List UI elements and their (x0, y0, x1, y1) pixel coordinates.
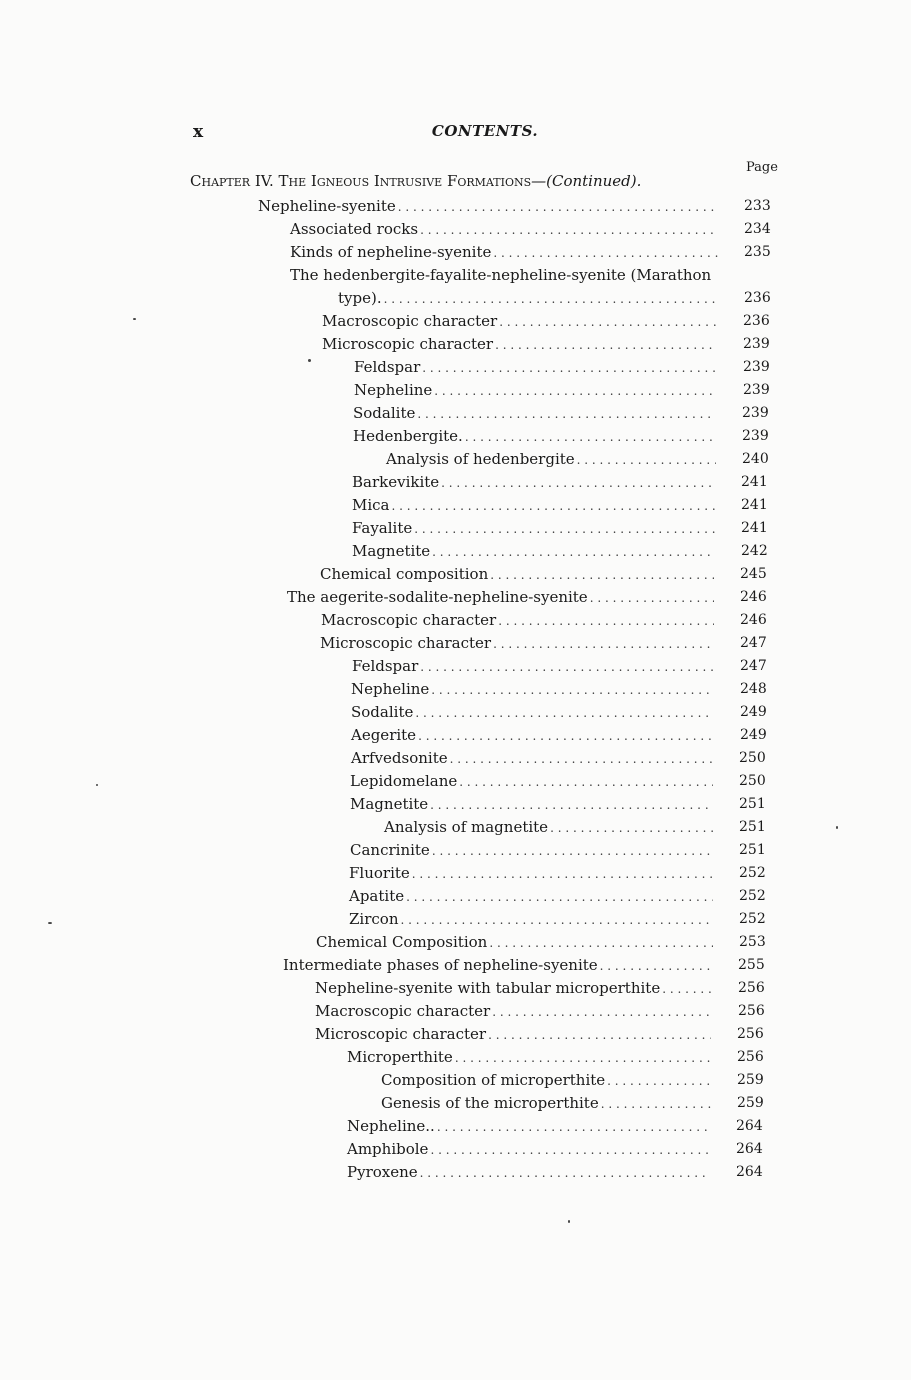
dot-leader (450, 748, 713, 770)
toc-entry[interactable] (283, 954, 716, 976)
toc-entry[interactable] (315, 1023, 715, 1045)
dot-leader (414, 518, 715, 540)
toc-entry[interactable] (353, 425, 720, 447)
running-head: CONTENTS. (431, 122, 539, 140)
toc-entry-title: Microscopic character (320, 634, 492, 652)
toc-entry-title: Magnetite (350, 795, 429, 813)
dot-leader (490, 564, 714, 586)
toc-entry-title: The aegerite-sodalite-nepheline-syenite (287, 588, 588, 606)
dot-leader (392, 495, 716, 517)
dot-leader (432, 541, 715, 563)
toc-entry-page: 236 (744, 290, 771, 306)
toc-entry[interactable] (347, 1161, 714, 1183)
toc-entry-page: 239 (743, 336, 770, 352)
toc-entry[interactable] (352, 494, 719, 516)
toc-entry-page: 264 (736, 1118, 763, 1134)
toc-entry[interactable] (315, 1000, 716, 1022)
toc-entry-page: 256 (738, 1003, 765, 1019)
toc-entry-page: 249 (740, 704, 767, 720)
toc-entry-page: 250 (739, 773, 766, 789)
toc-entry-page: 256 (737, 1049, 764, 1065)
toc-entry-page: 233 (744, 198, 771, 214)
toc-entry-page: 251 (739, 819, 766, 835)
toc-entry[interactable] (320, 563, 718, 585)
toc-entry[interactable] (350, 793, 717, 815)
toc-entry[interactable] (258, 195, 722, 217)
dot-leader (434, 380, 717, 402)
scan-speck (836, 826, 838, 829)
toc-entry-title: Microscopic character (322, 335, 494, 353)
toc-entry[interactable] (350, 770, 717, 792)
dot-leader (417, 403, 716, 425)
toc-entry-title: Chemical Composition (316, 933, 488, 951)
dot-leader (415, 702, 714, 724)
toc-entry-page: 242 (741, 543, 768, 559)
toc-entry-page: 252 (739, 865, 766, 881)
toc-entry-page: 239 (742, 428, 769, 444)
dot-leader (493, 242, 718, 264)
toc-entry-page: 239 (743, 382, 770, 398)
toc-entry-title: Nepheline.. (347, 1117, 435, 1135)
toc-entry-title: Analysis of magnetite (384, 818, 549, 836)
toc-entry[interactable] (352, 471, 719, 493)
dot-leader (489, 932, 713, 954)
toc-entry-title: Arfvedsonite (351, 749, 448, 767)
dot-leader (600, 955, 712, 977)
dot-leader (406, 886, 713, 908)
dot-leader (398, 196, 718, 218)
dot-leader (601, 1093, 711, 1115)
toc-entry-page: 252 (739, 888, 766, 904)
toc-entry-page: 251 (739, 842, 766, 858)
toc-entry[interactable] (290, 241, 722, 263)
toc-entry-title: Lepidomelane (350, 772, 458, 790)
chapter-suffix: —(Continued). (531, 172, 642, 190)
toc-entry-page: 253 (739, 934, 766, 950)
toc-entry[interactable] (315, 977, 716, 999)
toc-entry-page: 248 (740, 681, 767, 697)
toc-entry-title: Genesis of the microperthite (381, 1094, 599, 1112)
toc-entry-page: 250 (739, 750, 766, 766)
toc-entry-page: 249 (740, 727, 767, 743)
toc-entry-title: Microscopic character (315, 1025, 487, 1043)
scan-speck (568, 1220, 570, 1223)
dot-leader (607, 1070, 711, 1092)
toc-entry-title: Macroscopic character (315, 1002, 491, 1020)
toc-entry[interactable] (381, 1069, 715, 1091)
toc-entry-page: 247 (740, 635, 767, 651)
toc-entry[interactable] (351, 747, 717, 769)
toc-entry-title: Fluorite (349, 864, 410, 882)
toc-entry-title: Sodalite (351, 703, 414, 721)
chapter-title: The Igneous Intrusive Formations (278, 172, 532, 190)
toc-entry[interactable] (347, 1046, 715, 1068)
toc-entry[interactable] (322, 310, 721, 332)
toc-entry-title: Nepheline-syenite with tabular microperthite (315, 979, 661, 997)
dot-leader (465, 426, 716, 448)
toc-entry-page: 241 (741, 520, 768, 536)
dot-leader (400, 909, 713, 931)
toc-entry-title: Nepheline-syenite (258, 197, 396, 215)
toc-entry[interactable] (349, 908, 717, 930)
toc-entry[interactable] (322, 333, 721, 355)
toc-entry-title: Mica (352, 496, 390, 514)
toc-entry-page: 264 (736, 1141, 763, 1157)
dot-leader (459, 771, 713, 793)
scan-speck (48, 922, 52, 924)
dot-leader (499, 311, 717, 333)
toc-entry-title: Sodalite (353, 404, 416, 422)
dot-leader (495, 334, 717, 356)
toc-entry-title: Cancrinite (350, 841, 430, 859)
dot-leader (493, 633, 714, 655)
toc-entry-page: 246 (740, 612, 767, 628)
toc-entry[interactable] (386, 448, 720, 470)
toc-entry-page: 264 (736, 1164, 763, 1180)
toc-entry-page: 259 (737, 1095, 764, 1111)
toc-entry-page: 259 (737, 1072, 764, 1088)
dot-leader (420, 219, 718, 241)
toc-entry-page: 239 (743, 359, 770, 375)
toc-entry[interactable] (352, 655, 718, 677)
dot-leader (441, 472, 715, 494)
toc-entry-page: 234 (744, 221, 771, 237)
page-number: x (193, 122, 204, 142)
toc-entry-title: Analysis of hedenbergite (386, 450, 575, 468)
toc-entry[interactable] (321, 609, 718, 631)
toc-entry-title: Pyroxene (347, 1163, 418, 1181)
toc-entry-title: Hedenbergite. (353, 427, 463, 445)
toc-entry-page: 246 (740, 589, 767, 605)
toc-entry[interactable] (354, 379, 721, 401)
dot-leader (455, 1047, 711, 1069)
toc-entry[interactable] (290, 218, 722, 240)
dot-leader (430, 1139, 710, 1161)
dot-leader (662, 978, 712, 1000)
toc-entry-page: 252 (739, 911, 766, 927)
toc-entry-page: 240 (742, 451, 769, 467)
toc-entry-page: 245 (740, 566, 767, 582)
dot-leader (420, 656, 714, 678)
toc-entry-page: 247 (740, 658, 767, 674)
toc-entry[interactable] (352, 517, 719, 539)
toc-entry[interactable] (349, 862, 717, 884)
toc-entry[interactable] (381, 1092, 715, 1114)
dot-leader (431, 679, 714, 701)
toc-entry-title: Chemical composition (320, 565, 489, 583)
toc-entry-page: 256 (738, 980, 765, 996)
toc-entry-title: Aegerite (351, 726, 417, 744)
toc-entry[interactable] (338, 287, 722, 309)
toc-entry-page: 241 (741, 497, 768, 513)
toc-entry-title: Magnetite (352, 542, 431, 560)
toc-entry-title: Amphibole (347, 1140, 429, 1158)
dot-leader (488, 1024, 711, 1046)
dot-leader (412, 863, 713, 885)
toc-entry-title: Apatite (349, 887, 405, 905)
toc-entry-title: Macroscopic character (322, 312, 498, 330)
toc-entry-title: Kinds of nepheline-syenite (290, 243, 492, 261)
toc-entry-title: type). (338, 289, 382, 307)
dot-leader (430, 794, 713, 816)
dot-leader (420, 1162, 710, 1184)
dot-leader (384, 288, 718, 310)
toc-entry-page: 239 (742, 405, 769, 421)
page-column-label: Page (746, 160, 778, 175)
toc-entry-page: 241 (741, 474, 768, 490)
toc-entry-title: Barkevikite (352, 473, 440, 491)
dot-leader (577, 449, 716, 471)
toc-entry[interactable] (351, 724, 718, 746)
toc-entry-page: 235 (744, 244, 771, 260)
toc-entry-title: Feldspar (352, 657, 419, 675)
toc-entry-title: Zircon (349, 910, 399, 928)
toc-entry[interactable] (347, 1115, 714, 1137)
dot-leader (498, 610, 714, 632)
toc-entry-title: Microperthite (347, 1048, 453, 1066)
toc-entry-page: 256 (737, 1026, 764, 1042)
toc-entry[interactable] (350, 839, 717, 861)
toc-entry-title: Macroscopic character (321, 611, 497, 629)
toc-entry-title: Composition of microperthite (381, 1071, 606, 1089)
dot-leader (422, 357, 717, 379)
toc-entry[interactable] (320, 632, 718, 654)
toc-entry[interactable] (351, 678, 718, 700)
toc-entry-title: Nepheline (351, 680, 430, 698)
scan-speck (133, 318, 136, 320)
toc-entry-page: 255 (738, 957, 765, 973)
toc-entry-title: Feldspar (354, 358, 421, 376)
toc-entry-page: 251 (739, 796, 766, 812)
toc-entry-title: Nepheline (354, 381, 433, 399)
chapter-label: Chapter IV. (190, 172, 274, 190)
dot-leader (550, 817, 713, 839)
toc-entry[interactable] (347, 1138, 714, 1160)
toc-entry[interactable] (316, 931, 717, 953)
dot-leader (418, 725, 714, 747)
toc-entry[interactable] (352, 540, 719, 562)
toc-entry[interactable] (353, 402, 720, 424)
toc-entry-page: 236 (743, 313, 770, 329)
toc-entry[interactable] (384, 816, 717, 838)
toc-entry-title: Associated rocks (290, 220, 419, 238)
toc-entry-title: Intermediate phases of nepheline-syenite (283, 956, 598, 974)
dot-leader (492, 1001, 712, 1023)
scan-speck (96, 784, 98, 786)
toc-entry[interactable] (354, 356, 721, 378)
scan-speck (308, 359, 311, 362)
toc-entry[interactable] (351, 701, 718, 723)
toc-entry[interactable] (349, 885, 717, 907)
dot-leader (590, 587, 714, 609)
toc-entry-title: Fayalite (352, 519, 413, 537)
dot-leader (437, 1116, 710, 1138)
toc-entry-title: The hedenbergite-fayalite-nepheline-syenite (Marathon (290, 266, 712, 284)
dot-leader (432, 840, 713, 862)
toc-entry[interactable] (287, 586, 718, 608)
